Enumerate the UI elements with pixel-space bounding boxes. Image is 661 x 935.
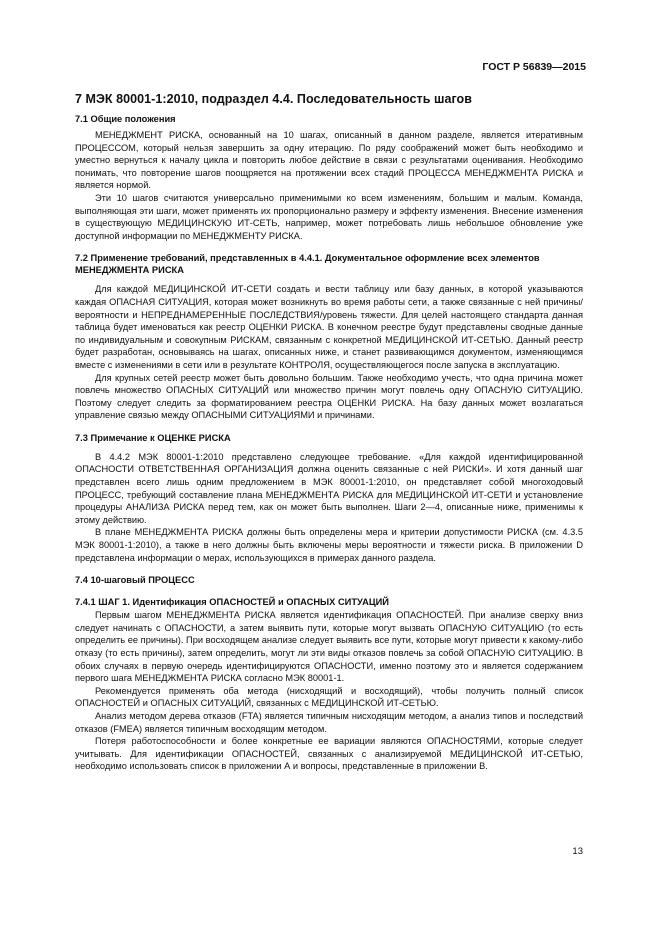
paragraph: Потеря работоспособности и более конкретные ее вариации являются ОПАСНОСТЯМИ, которые следует учитывать. Для идентификации ОПАСНОСТЕЙ, связанных с анализируемой МЕДИЦИНСКОЙ ИТ-СЕТЬЮ, необходимо использовать список в приложении А и вопросы, представленные в приложении В. xyxy=(75,736,583,772)
subsection-7-4-1-title: 7.4.1 ШАГ 1. Идентификация ОПАСНОСТЕЙ и ОПАСНЫХ СИТУАЦИЙ xyxy=(75,597,389,608)
paragraph: Первым шагом МЕНЕДЖМЕНТА РИСКА является идентификация ОПАСНОСТЕЙ. При анализе сверху вниз следует начинать с ОПАСНОСТИ, а затем выявить пути, которые могут вызвать ОПАСНУЮ СИТУАЦИЮ (то есть определить ее причины). При восходящем анализе следует выявить все пути, которые могут привести к какому-либо отказу (то есть причины), затем определить, могут ли эти виды отказов повлечь за собой ОПАСНУЮ СИТУАЦИЮ. В обоих случаях в первую очередь идентифицируются ОПАСНОСТИ, именно поэтому это и является содержанием первого шага МЕНЕДЖМЕНТА РИСКА согласно МЭК 80001-1. xyxy=(75,610,583,684)
paragraph: МЕНЕДЖМЕНТ РИСКА, основанный на 10 шагах, описанный в данном разделе, является итеративным ПРОЦЕССОМ, который нельзя завершить за одну итерацию. По ряду соображений может быть необходимо и уместно вернуться к началу цикла и повторить любое действие в связи с результатами оценивания. Необходимо понимать, что повторение шагов поощряется на протяжении всех стадий ПРОЦЕССА МЕНЕДЖМЕНТА РИСКА и является нормой. xyxy=(75,130,583,191)
paragraph: Для каждой МЕДИЦИНСКОЙ ИТ-СЕТИ создать и вести таблицу или базу данных, в которой указываются каждая ОПАСНАЯ СИТУАЦИЯ, которая может возникнуть во время работы сети, а также связанные с ней причины/вероятности и НЕПРЕДНАМЕРЕННЫЕ ПОСЛЕДСТВИЯ/уровень тяжести. Для целей настоящего стандарта данная таблица будет именоваться как реестр ОЦЕНКИ РИСКА. В конечном реестре будут представлены сводные данные по индивидуальным и совокупным РИСКАМ, связанным с конкретной МЕДИЦИНСКОЙ ИТ-СЕТЬЮ. Данный реестр будет разработан, основываясь на шагах, описанных ниже, и станет развивающимся документом, изменяющимся вместе с изменениями в сети или в результате КОНТРОЛЯ, осуществляющегося после запуска в эксплуатацию. xyxy=(75,284,583,370)
subsection-7-1-title: 7.1 Общие положения xyxy=(75,114,176,124)
paragraph: Для крупных сетей реестр может быть довольно большим. Также необходимо учесть, что одна причина может повлечь множество ОПАСНЫХ СИТУАЦИЙ или множество причин могут повлечь одну ОПАСНУЮ СИТУАЦИЮ. Поэтому следует следить за форматированием реестра ОЦЕНКИ РИСКА. На базу данных может возлагаться управление связью между ОПАСНЫМИ СИТУАЦИЯМИ и причинами. xyxy=(75,372,583,421)
paragraph: В плане МЕНЕДЖМЕНТА РИСКА должны быть определены мера и критерии допустимости РИСКА (см. 4.3.5 МЭК 80001-1:2010), а также в него должны быть включены меры вероятности и тяжести риска. В приложении D представлена информации о мерах, использующихся в примерах данного раздела. xyxy=(75,527,583,563)
subsection-7-3-title: 7.3 Примечание к ОЦЕНКЕ РИСКА xyxy=(75,432,231,443)
subsection-7-4-title: 7.4 10-шаговый ПРОЦЕСС xyxy=(75,575,195,586)
section-title: 7 МЭК 80001-1:2010, подраздел 4.4. Последовательность шагов xyxy=(75,92,472,106)
subsection-7-2-title: 7.2 Применение требований, представленных в 4.4.1. Документальное оформление всех элементов МЕНЕДЖМЕНТА РИСКА xyxy=(75,253,540,276)
standard-header: ГОСТ Р 56839—2015 xyxy=(482,61,586,73)
paragraph: Рекомендуется применять оба метода (нисходящий и восходящий), чтобы получить полный список ОПАСНОСТЕЙ и ОПАСНЫХ СИТУАЦИЙ, связанных с МЕДИЦИНСКОЙ ИТ-СЕТЬЮ. xyxy=(75,685,583,709)
page-content xyxy=(75,92,583,773)
page-number: 13 xyxy=(572,846,583,857)
paragraph: Анализ методом дерева отказов (FTA) является типичным нисходящим методом, а анализ типов и последствий отказов (FMEA) является типичным восходящим методом. xyxy=(75,710,583,734)
paragraph: В 4.4.2 МЭК 80001-1:2010 представлено следующее требование. «Для каждой идентифицированной ОПАСНОСТИ ОТВЕТСТВЕННАЯ ОРГАНИЗАЦИЯ должна оценить связанные с ней РИСКИ». И хотя данный шаг представлен всего лишь одним предложением в МЭК 80001-1:2010, он представляет собой многоходовый ПРОЦЕСС, требующий составление плана МЕНЕДЖМЕНТА РИСКА для МЕДИЦИНСКОЙ ИТ-СЕТИ и установление процедуры АНАЛИЗА РИСКА перед тем, как он может быть выполнен. Шаги 2—4, описанные ниже, применимы к этому действию. xyxy=(75,451,583,525)
paragraph: Эти 10 шагов считаются универсально применимыми ко всем изменениям, большим и малым. Команда, выполняющая эти шаги, может применять их пропорционально размеру и эффекту изменения. Внесение изменения в существующую МЕДИЦИНСКУЮ ИТ-СЕТЬ, например, может потребовать лишь небольшое обновление уже доступной информации по МЕНЕДЖМЕНТУ РИСКА. xyxy=(75,192,583,241)
